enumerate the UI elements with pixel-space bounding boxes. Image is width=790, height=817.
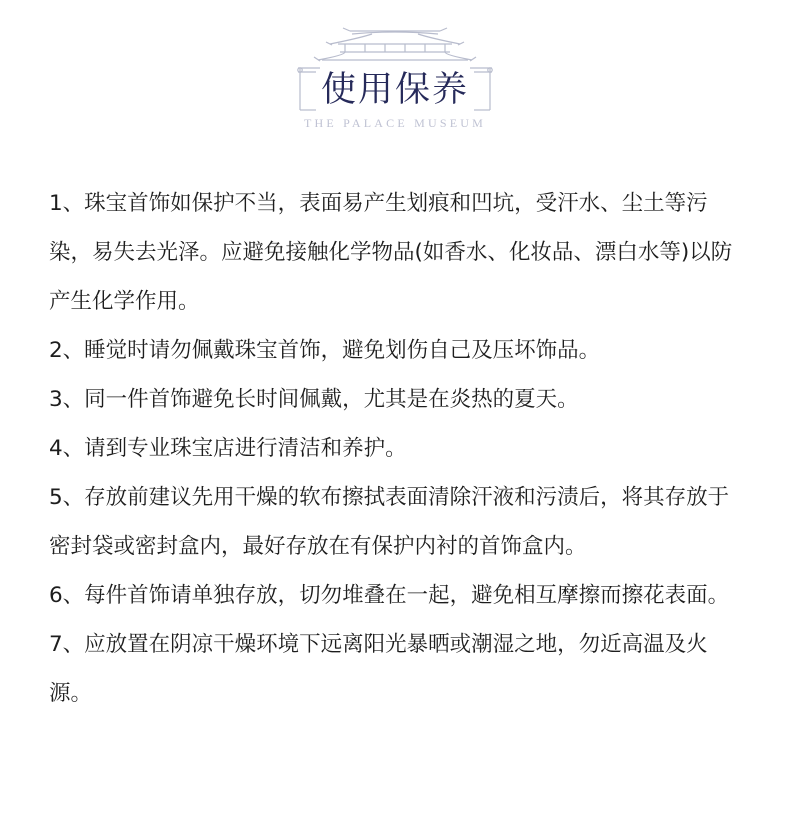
page-subtitle: THE PALACE MUSEUM [304,116,486,130]
care-item: 6、每件首饰请单独存放，切勿堆叠在一起，避免相互摩擦而擦花表面。 [49,583,730,608]
palace-header [0,0,790,140]
page-title: 使用保养 [320,70,469,110]
care-instructions [49,179,749,718]
care-item: 7、应放置在阴凉干燥环境下远离阳光暴晒或潮湿之地，勿近高温及火源。 [49,632,708,706]
care-item: 4、请到专业珠宝店进行清洁和养护。 [49,436,407,461]
care-item: 2、睡觉时请勿佩戴珠宝首饰，避免划伤自己及压坏饰品。 [49,338,601,363]
care-item: 1、珠宝首饰如保护不当，表面易产生划痕和凹坑，受汗水、尘土等污染，易失去光泽。应避免接触化学物品(如香水、化妆品、漂白水等)以防产生化学作用。 [49,191,733,314]
care-item: 5、存放前建议先用干燥的软布擦拭表面清除汗液和污渍后，将其存放于密封袋或密封盒内，最好存放在有保护内衬的首饰盒内。 [49,485,730,559]
care-item: 3、同一件首饰避免长时间佩戴，尤其是在炎热的夏天。 [49,387,579,412]
